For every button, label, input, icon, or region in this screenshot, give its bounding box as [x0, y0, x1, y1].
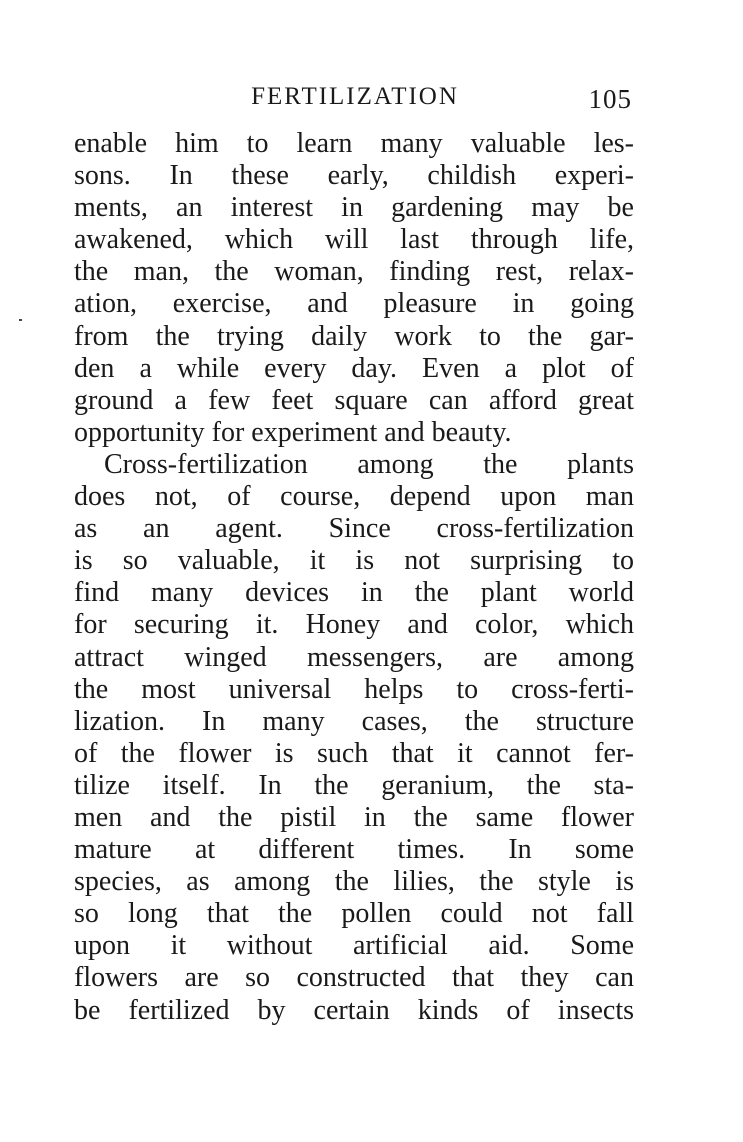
text-line: find many devices in the plant world	[74, 577, 634, 609]
text-line: of the flower is such that it cannot fer-	[74, 737, 634, 769]
text-line: flowers are so constructed that they can	[74, 962, 634, 994]
text-line: the man, the woman, finding rest, relax-	[74, 256, 634, 288]
paragraph-start-line: Cross-fertilization among the plants	[104, 448, 634, 480]
text-line: so long that the pollen could not fall	[74, 898, 634, 930]
text-line: as an agent. Since cross-fertilization	[74, 513, 634, 545]
text-line: is so valuable, it is not surprising to	[74, 545, 634, 577]
text-line: attract winged messengers, are among	[74, 641, 634, 673]
text-line: ments, an interest in gardening may be	[74, 192, 634, 224]
text-line: does not, of course, depend upon man	[74, 481, 634, 513]
print-speck	[19, 319, 22, 321]
text-line: the most universal helps to cross-ferti-	[74, 673, 634, 705]
text-line: den a while every day. Even a plot of	[74, 352, 634, 384]
text-line: ground a few feet square can afford great	[74, 384, 634, 416]
chapter-title: FERTILIZATION	[251, 83, 459, 110]
text-line: awakened, which will last through life,	[74, 224, 634, 256]
text-line: sons. In these early, childish experi-	[74, 160, 634, 192]
body-text	[74, 128, 634, 1027]
text-line: from the trying daily work to the gar-	[74, 320, 634, 352]
page-number: 105	[588, 84, 632, 114]
text-line: men and the pistil in the same flower	[74, 801, 634, 833]
text-line: tilize itself. In the geranium, the sta-	[74, 769, 634, 801]
running-head	[74, 80, 636, 114]
text-line: be fertilized by certain kinds of insects	[74, 994, 634, 1026]
text-line: for securing it. Honey and color, which	[74, 609, 634, 641]
text-line: ation, exercise, and pleasure in going	[74, 288, 634, 320]
text-line: mature at different times. In some	[74, 834, 634, 866]
text-line: species, as among the lilies, the style is	[74, 866, 634, 898]
text-line: lization. In many cases, the structure	[74, 705, 634, 737]
text-line: opportunity for experiment and beauty.	[74, 416, 512, 448]
text-line: upon it without artificial aid. Some	[74, 930, 634, 962]
text-line: enable him to learn many valuable les-	[74, 128, 634, 159]
